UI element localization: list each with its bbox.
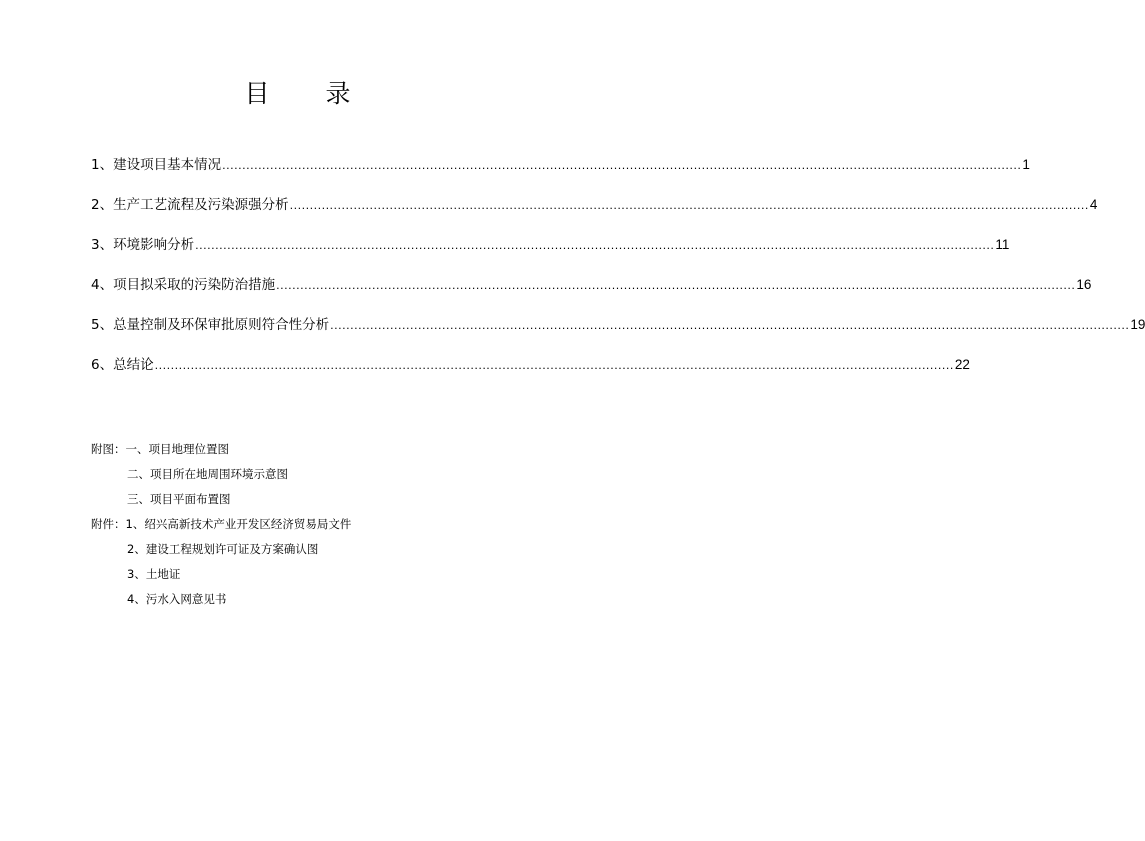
attached-figures-heading: 附图： (91, 442, 126, 456)
toc-entry[interactable] (91, 235, 1010, 275)
attached-figure-label: 二、项目所在地周围环境示意图 (127, 467, 288, 481)
toc-dot-leader: ........................................................................................................................................................................................................ (195, 239, 995, 252)
toc-dot-leader: ........................................................................................................................................................................................................ (154, 359, 954, 372)
attached-figure-item (91, 466, 351, 491)
toc-entry-page: 22 (954, 357, 970, 372)
toc-dot-leader: ........................................................................................................................................................................................................ (276, 279, 1076, 292)
toc-entry-label: 5、总量控制及环保审批原则符合性分析 (91, 317, 330, 333)
toc-entry-page: 4 (1089, 197, 1098, 212)
attachment-item (91, 566, 351, 591)
toc-entry-page: 19 (1130, 317, 1145, 332)
toc-entry-label: 1、建设项目基本情况 (91, 157, 222, 173)
attachment-label: 2、建设工程规划许可证及方案确认图 (127, 542, 319, 556)
toc-dot-leader: ........................................................................................................................................................................................................ (330, 319, 1130, 332)
toc-entry[interactable] (91, 155, 1030, 195)
toc-entry-label: 6、总结论 (91, 357, 154, 373)
attachments-heading: 附件： (91, 517, 126, 531)
attached-figure-item (91, 491, 351, 516)
attached-figure-label: 一、项目地理位置图 (125, 442, 229, 456)
toc-dot-leader: ........................................................................................................................................................................................................ (222, 159, 1022, 172)
toc-entry-label: 3、环境影响分析 (91, 237, 195, 253)
toc-entry-page: 16 (1076, 277, 1092, 292)
toc-entry-page: 11 (995, 237, 1010, 252)
toc-entry[interactable] (91, 315, 1145, 355)
page-title: 目 录 (244, 79, 375, 108)
attachment-item (91, 591, 351, 616)
toc-dot-leader: ........................................................................................................................................................................................................ (289, 199, 1089, 212)
toc-entry[interactable] (91, 355, 970, 395)
toc-entry-page: 1 (1022, 157, 1030, 172)
appendix-list (91, 441, 351, 616)
attachment-label: 4、污水入网意见书 (127, 592, 227, 606)
attachment-item (91, 516, 351, 541)
table-of-contents (91, 155, 1145, 395)
toc-entry[interactable] (91, 275, 1092, 315)
attachment-item (91, 541, 351, 566)
toc-entry-label: 2、生产工艺流程及污染源强分析 (91, 197, 289, 213)
attachment-label: 3、土地证 (127, 567, 181, 581)
toc-entry-label: 4、项目拟采取的污染防治措施 (91, 277, 276, 293)
attachment-label: 1、绍兴高新技术产业开发区经济贸易局文件 (125, 517, 352, 531)
toc-entry[interactable] (91, 195, 1098, 235)
attached-figure-item (91, 441, 351, 466)
attached-figure-label: 三、项目平面布置图 (127, 492, 231, 506)
